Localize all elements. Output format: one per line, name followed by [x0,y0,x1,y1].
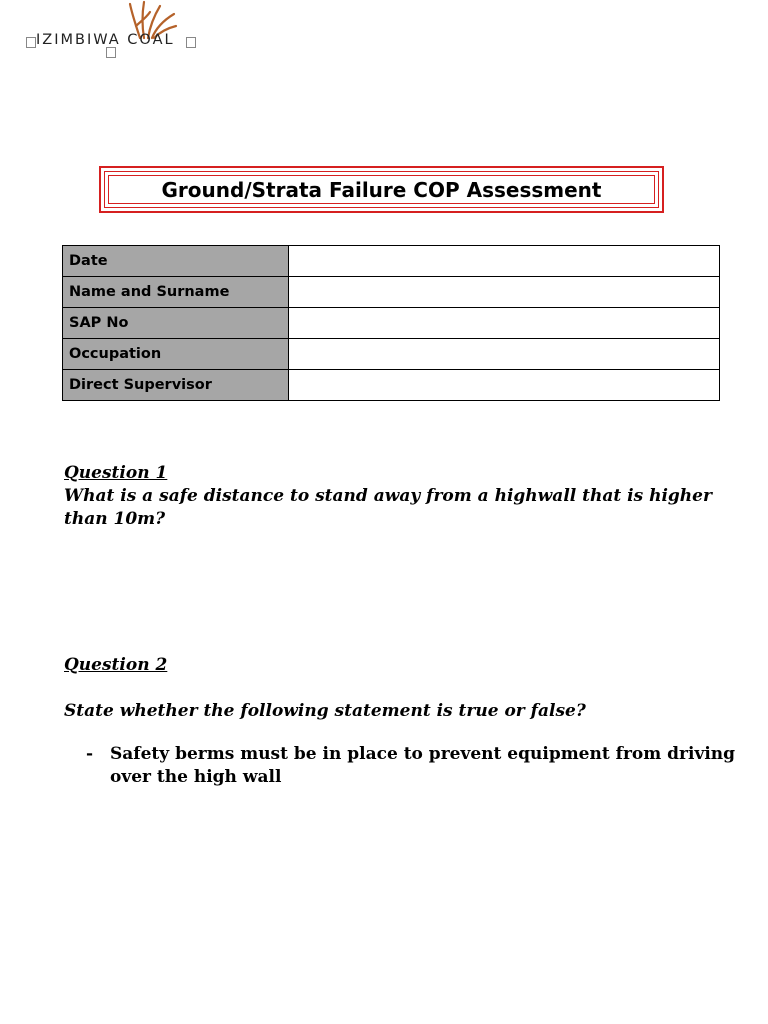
table-row [63,370,720,401]
occupation-field[interactable] [289,339,720,370]
title-frame-inner [108,175,655,204]
name-surname-label: Name and Surname [63,277,289,308]
date-field[interactable] [289,246,720,277]
occupation-label: Occupation [63,339,289,370]
bullet-marker: - [86,744,94,764]
logo-corner-box [186,37,196,48]
question-2-statement: Safety berms must be in place to prevent equipment from driving over the high wall [110,744,736,787]
candidate-info-table [62,245,720,401]
company-logo [26,0,201,60]
title-frame-mid [104,171,659,208]
name-surname-field[interactable] [289,277,720,308]
sap-no-label: SAP No [63,308,289,339]
question-2-heading: Question 2 [64,655,168,675]
logo-brand-text: IZIMBIWA COAL [36,32,175,48]
title-frame [99,166,664,213]
question-1-text: What is a safe distance to stand away from a highwall that is higher than 10m? [64,486,712,529]
direct-supervisor-label: Direct Supervisor [63,370,289,401]
logo-corner-box [26,37,36,48]
table-row [63,308,720,339]
date-label: Date [63,246,289,277]
direct-supervisor-field[interactable] [289,370,720,401]
table-row [63,277,720,308]
page-title: Ground/Strata Failure COP Assessment [161,177,602,202]
question-1-heading: Question 1 [64,463,168,483]
question-2-text: State whether the following statement is true or false? [64,701,586,721]
table-row [63,339,720,370]
table-row [63,246,720,277]
logo-corner-box [106,47,116,58]
sap-no-field[interactable] [289,308,720,339]
